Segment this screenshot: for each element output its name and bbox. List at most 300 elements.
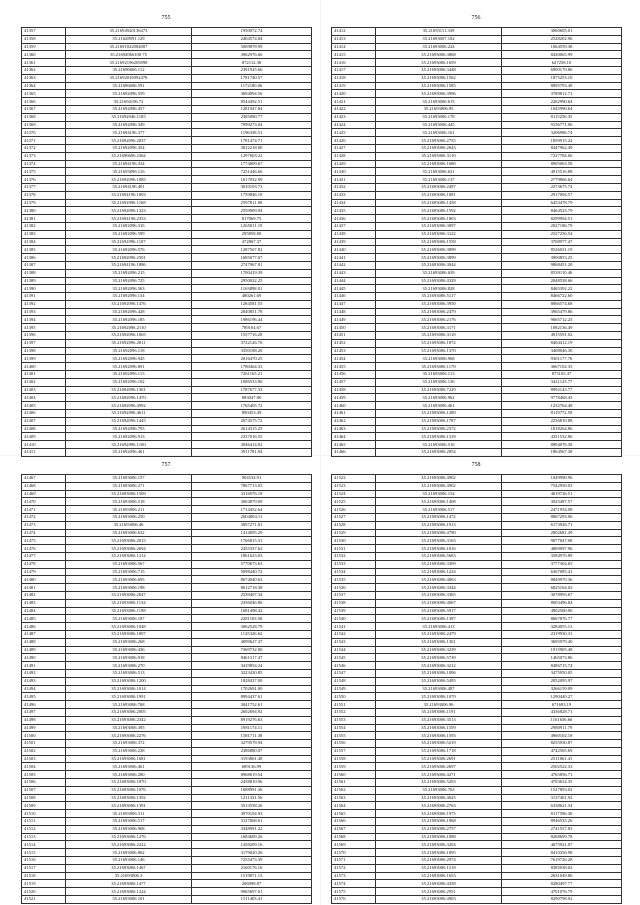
table-row	[22, 339, 312, 347]
coordinate-cell: 35.21693006.962	[376, 394, 502, 402]
row-id-cell: 41551	[332, 701, 376, 709]
coordinate-cell: 35.21693006.1224	[66, 888, 192, 896]
coordinate-cell: 35.21693006.137	[376, 176, 502, 184]
amount-cell: 6367085.41	[502, 568, 622, 576]
row-id-cell: 41372	[22, 144, 66, 152]
table-row	[332, 755, 622, 763]
amount-cell: 1045990.64	[502, 105, 622, 113]
amount-cell: 8992143.77	[502, 386, 622, 394]
table-row	[22, 693, 312, 701]
amount-cell: 627258.10	[502, 59, 622, 67]
amount-cell: 1617032.99	[192, 176, 312, 184]
amount-cell: 7255473.39	[192, 857, 312, 865]
table-row	[22, 506, 312, 514]
coordinate-cell: 35.21693006.3097	[376, 222, 502, 230]
amount-cell: 9778468.45	[502, 394, 622, 402]
table-row	[22, 880, 312, 888]
amount-cell: 3279578.94	[192, 740, 312, 748]
amount-cell: 8539110.46	[502, 269, 622, 277]
table-row	[22, 254, 312, 262]
row-id-cell: 41390	[22, 285, 66, 293]
coordinate-cell: 35.21693006.763	[376, 786, 502, 794]
row-id-cell: 41446	[332, 293, 376, 301]
row-id-cell: 41419	[332, 82, 376, 90]
table-row	[22, 896, 312, 904]
coordinate-cell: 35.21693006.7229	[376, 386, 502, 394]
coordinate-cell: 35.21693006.517	[376, 506, 502, 514]
table-row	[332, 207, 622, 215]
amount-cell: 9156771.06	[502, 121, 622, 129]
table-row	[22, 394, 312, 402]
amount-cell: 1688991.36	[192, 786, 312, 794]
row-id-cell: 41549	[332, 685, 376, 693]
row-id-cell: 41529	[332, 529, 376, 537]
row-id-cell: 41498	[22, 716, 66, 724]
table-row	[332, 308, 622, 316]
coordinate-cell: 35.21693006.1387	[376, 615, 502, 623]
row-id-cell: 41374	[22, 160, 66, 168]
amount-cell: 7227784.66	[502, 152, 622, 160]
table-row	[22, 755, 312, 763]
coordinate-cell: 35.21693006.3212	[376, 662, 502, 670]
row-id-cell: 41363	[22, 74, 66, 82]
table-row	[332, 347, 622, 355]
amount-cell: 9965697.01	[192, 888, 312, 896]
row-id-cell: 41553	[332, 716, 376, 724]
amount-cell: 2455337.62	[192, 545, 312, 553]
row-id-cell: 41379	[22, 199, 66, 207]
amount-cell: 3062528.79	[192, 623, 312, 631]
table-row	[332, 685, 622, 693]
amount-cell: 3350188.26	[192, 347, 312, 355]
row-id-cell: 41508	[22, 794, 66, 802]
coordinate-cell: 35.21693006.461	[66, 763, 192, 771]
amount-cell: 8268699.78	[502, 833, 622, 841]
row-id-cell: 41505	[22, 771, 66, 779]
table-row	[22, 888, 312, 896]
row-id-cell: 41389	[22, 277, 66, 285]
table-row	[22, 355, 312, 363]
row-id-cell: 41432	[332, 183, 376, 191]
coordinate-cell: 35.21693006.224	[376, 43, 502, 51]
table-row	[22, 121, 312, 129]
amount-cell: 3223430.85	[192, 669, 312, 677]
row-id-cell: 41437	[332, 222, 376, 230]
amount-cell: 2391925.66	[192, 66, 312, 74]
amount-cell: 1284581.55	[192, 300, 312, 308]
table-row	[332, 490, 622, 498]
amount-cell: 1511403.41	[192, 896, 312, 904]
table-row	[22, 810, 312, 818]
table-row	[332, 74, 622, 82]
amount-cell: 6825164.02	[502, 584, 622, 592]
coordinate-cell: 35.21693006.1200	[66, 677, 192, 685]
amount-cell: 2337016.55	[192, 433, 312, 441]
table-row	[22, 786, 312, 794]
table-row	[22, 316, 312, 324]
coordinate-cell: 35.21693006.615	[376, 98, 502, 106]
amount-cell: 2779866.64	[502, 176, 622, 184]
coordinate-cell: 35.21693006.1095	[376, 849, 502, 857]
row-id-cell: 41487	[22, 630, 66, 638]
coordinate-cell: 35.21692096.563	[66, 285, 192, 293]
table-row	[22, 82, 312, 90]
row-id-cell: 41457	[332, 378, 376, 386]
amount-cell: 8905063.58	[502, 160, 622, 168]
amount-cell: 3475950.05	[502, 669, 622, 677]
row-id-cell: 41507	[22, 786, 66, 794]
table-row	[22, 584, 312, 592]
amount-cell: 3695979.40	[502, 638, 622, 646]
table-row	[332, 825, 622, 833]
amount-cell: 9868451.28	[502, 261, 622, 269]
table-row	[332, 339, 622, 347]
coordinate-cell: 35.21692196205898	[66, 59, 192, 67]
amount-cell: 1265011.19	[192, 222, 312, 230]
coordinate-cell: 35.21693006.3344	[376, 584, 502, 592]
coordinate-cell: 35.21693006.2974	[376, 857, 502, 865]
coordinate-cell: 35.21693006.3044	[376, 261, 502, 269]
amount-cell: 2458810.96	[192, 779, 312, 787]
table-row	[22, 402, 312, 410]
amount-cell: 1297603.22	[192, 152, 312, 160]
table-row	[332, 394, 622, 402]
row-id-cell: 41458	[332, 386, 376, 394]
coordinate-cell: 35.21693006.1562	[376, 74, 502, 82]
coordinate-cell: 35.21693006.1559	[376, 724, 502, 732]
coordinate-cell: 35.21693006.4271	[376, 771, 502, 779]
coordinate-cell: 35.21693006.3163	[376, 537, 502, 545]
row-id-cell: 41565	[332, 810, 376, 818]
amount-cell: 1981174.11	[192, 724, 312, 732]
row-id-cell: 41519	[22, 880, 66, 888]
amount-cell: 2160176.16	[192, 864, 312, 872]
table-row	[332, 183, 622, 191]
row-id-cell: 41485	[22, 615, 66, 623]
table-row	[22, 207, 312, 215]
coordinate-cell: 35.21693006.2479	[376, 308, 502, 316]
row-id-cell: 41438	[332, 230, 376, 238]
amount-cell: 6173926.71	[502, 521, 622, 529]
row-id-cell: 41409	[22, 433, 66, 441]
amount-cell: 8404412.19	[502, 339, 622, 347]
table-row	[22, 28, 312, 36]
amount-cell: 2539407.34	[192, 591, 312, 599]
amount-cell: 1281947.84	[192, 105, 312, 113]
table-row	[22, 669, 312, 677]
row-id-cell: 41378	[22, 191, 66, 199]
table-row	[22, 51, 312, 59]
amount-cell: 3097271.81	[192, 521, 312, 529]
amount-cell: 2527256.54	[502, 230, 622, 238]
coordinate-cell: 35.21692096.1085	[66, 176, 192, 184]
table-row	[332, 482, 622, 490]
row-id-cell: 41366	[22, 98, 66, 106]
coordinate-cell: 35.21693006.5219	[376, 740, 502, 748]
table-row	[22, 59, 312, 67]
table-row	[332, 254, 622, 262]
amount-cell: 4869097.96	[502, 545, 622, 553]
amount-cell: 2471954.08	[502, 506, 622, 514]
coordinate-cell: 35.21693006.268	[66, 638, 192, 646]
row-id-cell: 41471	[22, 506, 66, 514]
table-row	[332, 732, 622, 740]
row-id-cell: 41473	[22, 521, 66, 529]
amount-cell: 206998.87	[192, 880, 312, 888]
row-id-cell: 41401	[22, 371, 66, 379]
table-row	[332, 841, 622, 849]
table-row	[332, 740, 622, 748]
table-row	[332, 59, 622, 67]
row-id-cell: 41524	[332, 490, 376, 498]
amount-cell: 1765405.72	[192, 402, 312, 410]
amount-cell: 1781474.71	[192, 137, 312, 145]
table-row	[332, 623, 622, 631]
row-id-cell: 41571	[332, 857, 376, 865]
amount-cell: 3010103.73	[192, 183, 312, 191]
coordinate-cell: 35.21693006.1016	[376, 545, 502, 553]
table-row	[332, 537, 622, 545]
table-row	[22, 779, 312, 787]
coordinate-cell: 35.21693006.3950	[376, 300, 502, 308]
row-id-cell: 41491	[22, 662, 66, 670]
row-id-cell: 41415	[332, 51, 376, 59]
coordinate-cell: 35.21693006.5117	[376, 293, 502, 301]
amount-cell: 1049990.96	[502, 475, 622, 483]
row-id-cell: 41403	[22, 386, 66, 394]
coordinate-cell: 35.21693006.862	[66, 849, 192, 857]
table-row	[22, 498, 312, 506]
coordinate-cell: 35.21693006.3110	[376, 152, 502, 160]
row-id-cell: 41539	[332, 607, 376, 615]
row-id-cell: 41504	[22, 763, 66, 771]
coordinate-cell: 35.21693006.639	[376, 269, 502, 277]
coordinate-cell: 35.21693006.113	[376, 371, 502, 379]
row-id-cell: 41512	[22, 825, 66, 833]
amount-cell: 1557716.28	[192, 332, 312, 340]
row-id-cell: 41421	[332, 98, 376, 106]
row-id-cell: 41392	[22, 300, 66, 308]
table-row	[22, 802, 312, 810]
table-row	[332, 285, 622, 293]
amount-cell: 904534.91	[192, 475, 312, 483]
table-row	[22, 568, 312, 576]
coordinate-cell: 35.21693006.2342	[66, 716, 192, 724]
table-row	[22, 363, 312, 371]
table-row	[22, 417, 312, 425]
coordinate-cell: 35.21693006.1718	[376, 747, 502, 755]
coordinate-cell: 35.21693006.715	[66, 568, 192, 576]
row-id-cell: 41470	[22, 498, 66, 506]
row-id-cell: 41570	[332, 849, 376, 857]
table-row	[332, 371, 622, 379]
amount-cell: 8994437.61	[192, 693, 312, 701]
amount-cell: 2631049.86	[502, 872, 622, 880]
table-row	[332, 669, 622, 677]
table-row	[22, 529, 312, 537]
row-id-cell: 41567	[332, 825, 376, 833]
table-row	[332, 802, 622, 810]
coordinate-cell: 35.21693006.2694	[66, 545, 192, 553]
amount-cell: 1519871.13	[192, 872, 312, 880]
coordinate-cell: 35.21693006.1593	[376, 732, 502, 740]
coordinate-cell: 35.21693006.2005	[66, 708, 192, 716]
coordinate-cell: 35.21693006.3171	[376, 324, 502, 332]
amount-cell: 3962976.66	[192, 51, 312, 59]
coordinate-cell: 35.21693006.3899	[376, 246, 502, 254]
row-id-cell: 41543	[332, 638, 376, 646]
coordinate-cell: 35.21693006.101	[66, 896, 192, 904]
amount-cell: 4742565.69	[502, 747, 622, 755]
row-id-cell: 41525	[332, 498, 376, 506]
amount-cell: 2980911.79	[502, 724, 622, 732]
table-row	[332, 410, 622, 418]
amount-cell: 7999273.04	[192, 121, 312, 129]
amount-cell: 2614315.25	[192, 425, 312, 433]
table-row	[22, 90, 312, 98]
coordinate-cell: 35.21692096.2501	[66, 254, 192, 262]
amount-cell: 1915905.48	[502, 646, 622, 654]
coordinate-cell: 35.21693006.3110	[376, 332, 502, 340]
table-row	[332, 638, 622, 646]
coordinate-cell: 35.21693006.46	[66, 521, 192, 529]
row-id-cell: 41360	[22, 51, 66, 59]
coordinate-cell: 35.21693006.445	[376, 121, 502, 129]
row-id-cell: 41375	[22, 168, 66, 176]
amount-cell: 8115256.35	[502, 113, 622, 121]
coordinate-cell: 35.21692096.316	[66, 222, 192, 230]
row-id-cell: 41574	[332, 880, 376, 888]
coordinate-cell: 35.21693006.157	[66, 475, 192, 483]
amount-cell: 817069.75	[192, 215, 312, 223]
row-id-cell: 41510	[22, 810, 66, 818]
page-number: 755	[161, 15, 171, 21]
amount-cell: 3137401.92	[502, 794, 622, 802]
coordinate-cell: 35.21693006.250	[66, 513, 192, 521]
coordinate-cell: 35.21693006.1134	[66, 599, 192, 607]
table-row	[22, 576, 312, 584]
coordinate-cell: 35.21693006.146	[66, 857, 192, 865]
row-id-cell: 41482	[22, 591, 66, 599]
table-row	[22, 222, 312, 230]
amount-cell: 2016470.25	[192, 355, 312, 363]
row-id-cell: 41523	[332, 482, 376, 490]
table-row	[22, 513, 312, 521]
coordinate-cell: 35.21693006.1968	[376, 818, 502, 826]
amount-cell: 8430065.99	[502, 51, 622, 59]
coordinate-cell: 35.21692096.945	[66, 355, 192, 363]
table-row	[22, 857, 312, 865]
row-id-cell: 41448	[332, 308, 376, 316]
row-id-cell: 41385	[22, 246, 66, 254]
row-id-cell: 41422	[332, 105, 376, 113]
row-id-cell: 41430	[332, 168, 376, 176]
table-row	[22, 98, 312, 106]
row-id-cell: 41407	[22, 417, 66, 425]
table-row	[22, 841, 312, 849]
amount-cell: 1859915.24	[502, 137, 622, 145]
coordinate-cell: 35.21693006.1214	[66, 552, 192, 560]
row-id-cell: 41535	[332, 576, 376, 584]
amount-cell: 1414095.29	[192, 529, 312, 537]
row-id-cell: 41503	[22, 755, 66, 763]
amount-cell: 2262990.64	[502, 98, 622, 106]
row-id-cell: 41369	[22, 121, 66, 129]
amount-cell: 4701076.79	[502, 888, 622, 896]
coordinate-cell: 35.21693006.518	[66, 498, 192, 506]
amount-cell: 3316976.18	[192, 490, 312, 498]
coordinate-cell: 35.21693006.695	[66, 576, 192, 584]
amount-cell: 1759846.18	[192, 191, 312, 199]
amount-cell: 2747967.81	[192, 261, 312, 269]
coordinate-cell: 35.21693006.161	[376, 129, 502, 137]
row-id-cell: 41412	[332, 28, 376, 36]
coordinate-cell: 35.21692096.215	[66, 269, 192, 277]
amount-cell: 3421123.77	[502, 378, 622, 386]
amount-cell: 1287567.82	[192, 246, 312, 254]
table-row	[22, 716, 312, 724]
amount-cell: 8486715.74	[502, 662, 622, 670]
table-row	[22, 199, 312, 207]
ledger-table	[331, 27, 622, 457]
row-id-cell: 41383	[22, 230, 66, 238]
row-id-cell: 41447	[332, 300, 376, 308]
row-id-cell: 41462	[332, 417, 376, 425]
coordinate-cell: 35.21693006.513	[66, 669, 192, 677]
row-id-cell: 41532	[332, 552, 376, 560]
amount-cell: 9877047.08	[502, 537, 622, 545]
amount-cell: 4099627.37	[192, 638, 312, 646]
table-row	[22, 433, 312, 441]
row-id-cell: 41561	[332, 779, 376, 787]
row-id-cell: 41517	[22, 864, 66, 872]
table-row	[332, 654, 622, 662]
row-id-cell: 41573	[332, 872, 376, 880]
amount-cell: 3046414.02	[192, 441, 312, 449]
coordinate-cell: 35.21693006.2176	[376, 316, 502, 324]
row-id-cell: 41468	[22, 482, 66, 490]
amount-cell: 2511061.41	[502, 755, 622, 763]
coordinate-cell: 35.21693006.280	[66, 771, 192, 779]
coordinate-cell: 35.21693006.1467	[66, 864, 192, 872]
row-id-cell: 41451	[332, 332, 376, 340]
amount-cell: 3911781.94	[192, 449, 312, 457]
coordinate-cell: 35.21693006.395	[66, 724, 192, 732]
document-page	[16, 461, 316, 902]
row-id-cell: 41511	[22, 818, 66, 826]
table-row	[22, 818, 312, 826]
table-row	[332, 724, 622, 732]
coordinate-cell: 35.21692096.4992	[66, 402, 192, 410]
coordinate-cell: 35.21693006.4902	[376, 482, 502, 490]
row-id-cell: 41394	[22, 316, 66, 324]
amount-cell: 3266159.09	[502, 685, 622, 693]
coordinate-cell: 35.21693006.768	[66, 701, 192, 709]
table-row	[332, 230, 622, 238]
table-row	[332, 794, 622, 802]
row-id-cell: 41559	[332, 763, 376, 771]
coordinate-cell: 35.21693006.3122	[376, 230, 502, 238]
row-id-cell: 41436	[332, 215, 376, 223]
coordinate-cell: 35.21692096.4611	[66, 410, 192, 418]
coordinate-cell: 35.21693007.102	[376, 35, 502, 43]
amount-cell: 2273675.74	[502, 183, 622, 191]
coordinate-cell: 35.21693006.1807	[66, 630, 192, 638]
table-row	[22, 724, 312, 732]
amount-cell: 6453478.79	[502, 199, 622, 207]
table-row	[22, 129, 312, 137]
table-row	[22, 378, 312, 386]
